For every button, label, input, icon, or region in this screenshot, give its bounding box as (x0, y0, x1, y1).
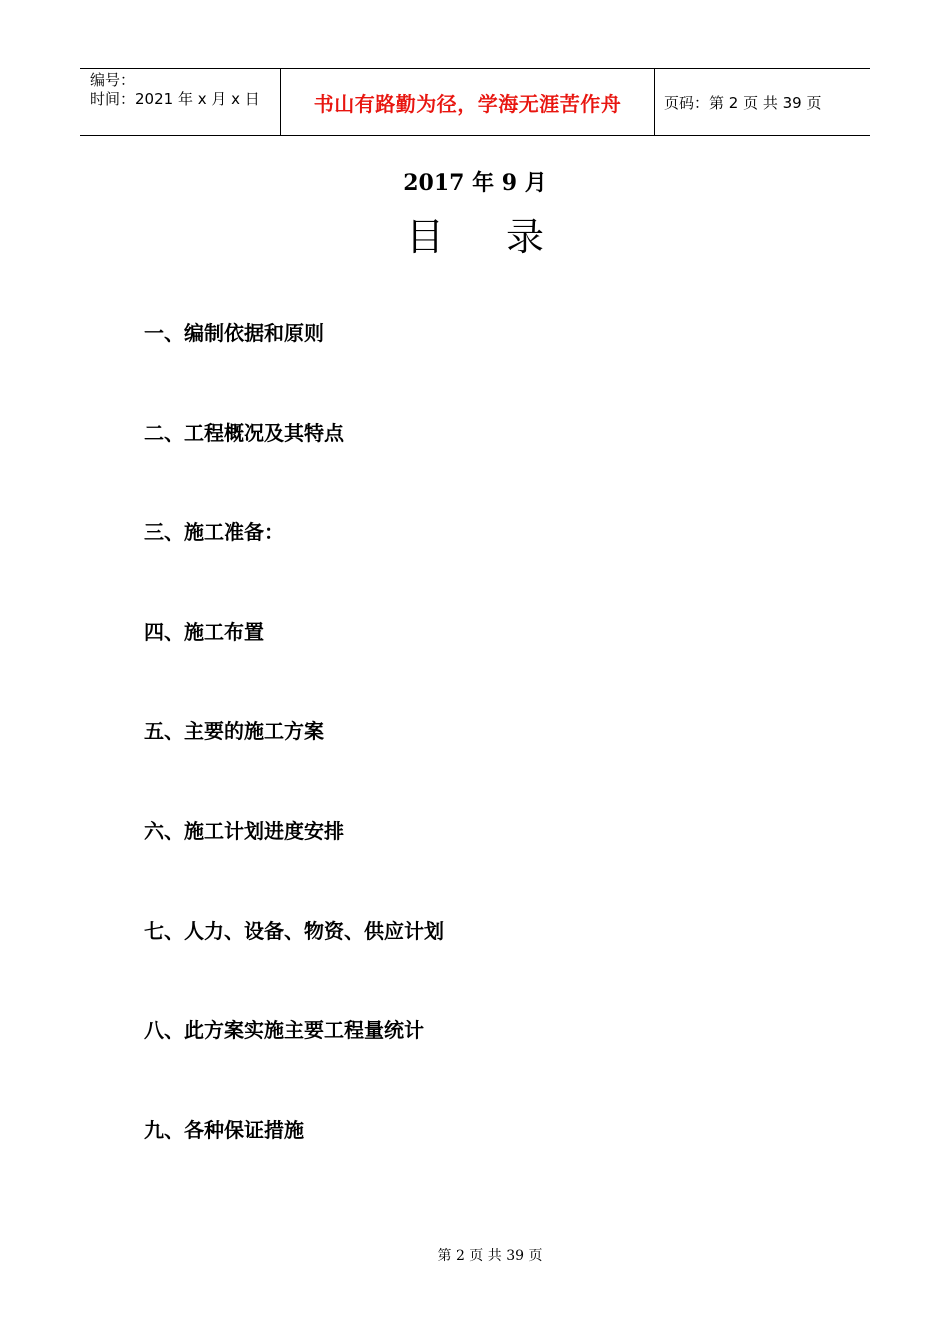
toc-item: 四、施工布置 (144, 619, 264, 644)
header-meta (80, 69, 281, 135)
toc-item: 七、人力、设备、物资、供应计划 (144, 918, 444, 943)
page-footer: 第 2 页 共 39 页 (437, 1248, 543, 1264)
toc-item: 三、施工准备： (144, 520, 284, 545)
toc-item: 九、各种保证措施 (144, 1117, 304, 1142)
document-date: 2017 年 9 月 (403, 170, 547, 196)
toc-item: 五、主要的施工方案 (144, 719, 324, 744)
page-header (80, 68, 870, 136)
toc-item: 六、施工计划进度安排 (144, 818, 344, 843)
toc-title: 目录 (405, 215, 606, 259)
header-page-info: 页码：第 2 页 共 39 页 (664, 93, 822, 112)
serial-number-label: 编号： (90, 71, 136, 89)
header-motto: 书山有路勤为径，学海无涯苦作舟 (281, 69, 655, 135)
toc-item: 二、工程概况及其特点 (144, 420, 344, 445)
toc-item: 一、编制依据和原则 (144, 321, 324, 345)
time-label: 时间：2021 年 x 月 x 日 (90, 90, 260, 108)
toc-list (144, 318, 444, 1214)
toc-item: 八、此方案实施主要工程量统计 (144, 1018, 424, 1043)
